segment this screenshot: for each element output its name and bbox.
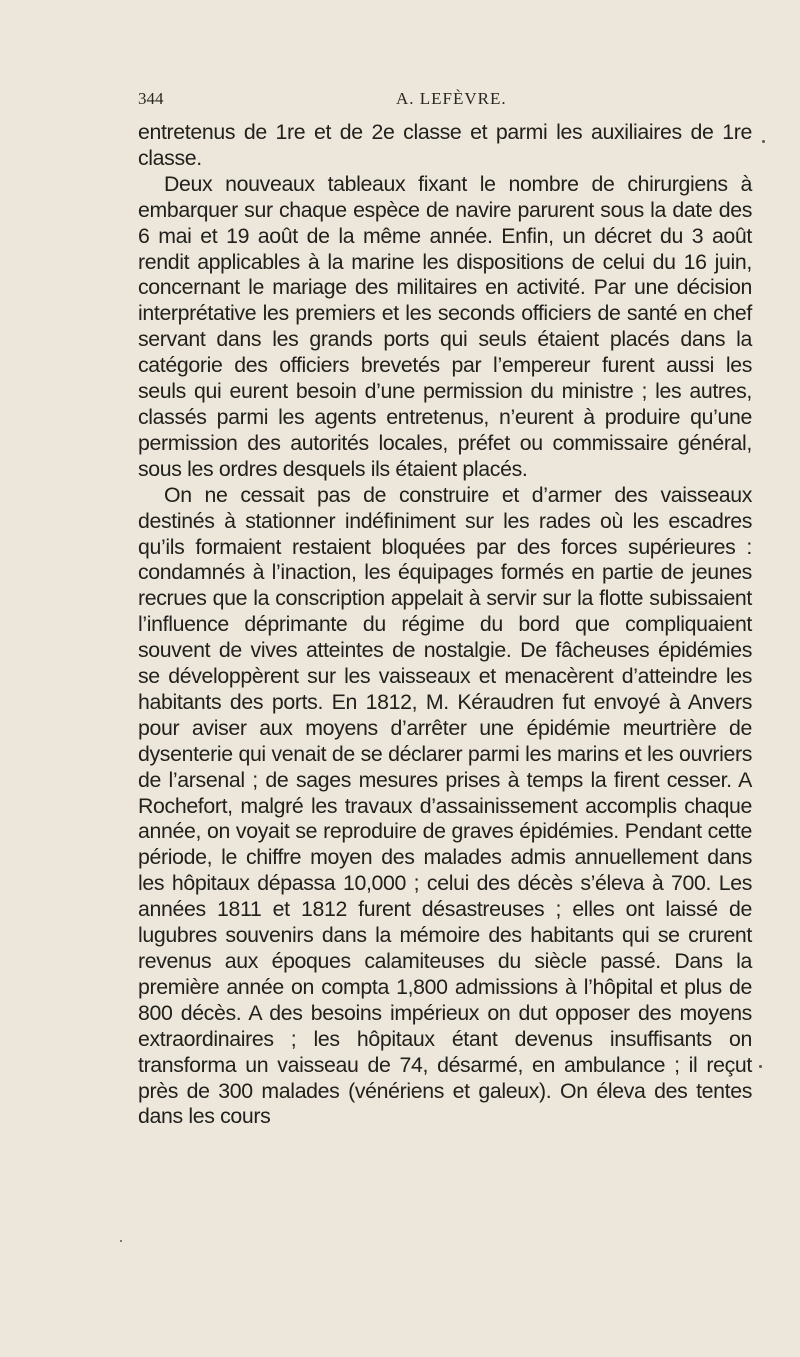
paper-speck — [762, 140, 765, 143]
page-number: 344 — [138, 89, 164, 108]
running-head: A. LEFÈVRE. — [396, 89, 507, 108]
paragraph: On ne cessait pas de construire et d’armer des vaisseaux destinés à stationner indéfiniment sur les rades où les escadres qu’ils formaient restaient bloquées par des forces supérieures : condamnés à l’inaction, les équipages formés en partie de jeunes recrues que la conscription appelait à servir sur la flotte subissaient l’influence déprimante du régime du bord que compliquaient souvent de vives atteintes de nostalgie. De fâcheuses épidémies se développèrent sur les vaisseaux et menacèrent d’atteindre les habitants des ports. En 1812, M. Kéraudren fut envoyé à Anvers pour aviser aux moyens d’arrêter une épidémie meurtrière de dysenterie qui venait de se déclarer parmi les marins et les ouvriers de l’arsenal ; de sages mesures prises à temps la firent cesser. A Rochefort, malgré les travaux d’assainissement accomplis chaque année, on voyait se reproduire de graves épidémies. Pendant cette période, le chiffre moyen des malades admis annuellement dans les hôpitaux dépassa 10,000 ; celui des décès s’éleva à 700. Les années 1811 et 1812 furent désastreuses ; elles ont laissé de lugubres souvenirs dans la mémoire des habitants qui se crurent revenus aux époques calamiteuses du siècle passé. Dans la première année on compta 1,800 admissions à l’hôpital et plus de 800 décès. A des besoins impérieux on dut opposer des moyens extraordinaires ; les hôpitaux étant devenus insuffisants on transforma un vaisseau de 74, désarmé, en ambulance ; il reçut près de 300 malades (vénériens et galeux). On éleva des tentes dans les cours — [138, 482, 752, 1129]
paragraph: Deux nouveaux tableaux fixant le nombre de chirurgiens à embarquer sur chaque espèce de navire parurent sous la date des 6 mai et 19 août de la même année. Enfin, un décret du 3 août rendit applicables à la marine les dispositions de celui du 16 juin, concernant le mariage des militaires en activité. Par une décision interprétative les premiers et les seconds officiers de santé en chef servant dans les grands ports qui seuls étaient placés dans la catégorie des officiers brevetés par l’empereur furent aussi les seuls qui eurent besoin d’une permission du ministre ; les autres, classés parmi les agents entretenus, n’eurent à produire qu’une permission des autorités locales, préfet ou commissaire général, sous les ordres desquels ils étaient placés. — [138, 171, 752, 481]
body-text — [138, 120, 752, 1130]
page-header — [138, 89, 738, 113]
paper-speck — [759, 1065, 762, 1068]
paragraph-continuation: entretenus de 1re et de 2e classe et parmi les auxiliaires de 1re classe. — [138, 120, 752, 170]
paper-speck — [120, 1240, 122, 1242]
